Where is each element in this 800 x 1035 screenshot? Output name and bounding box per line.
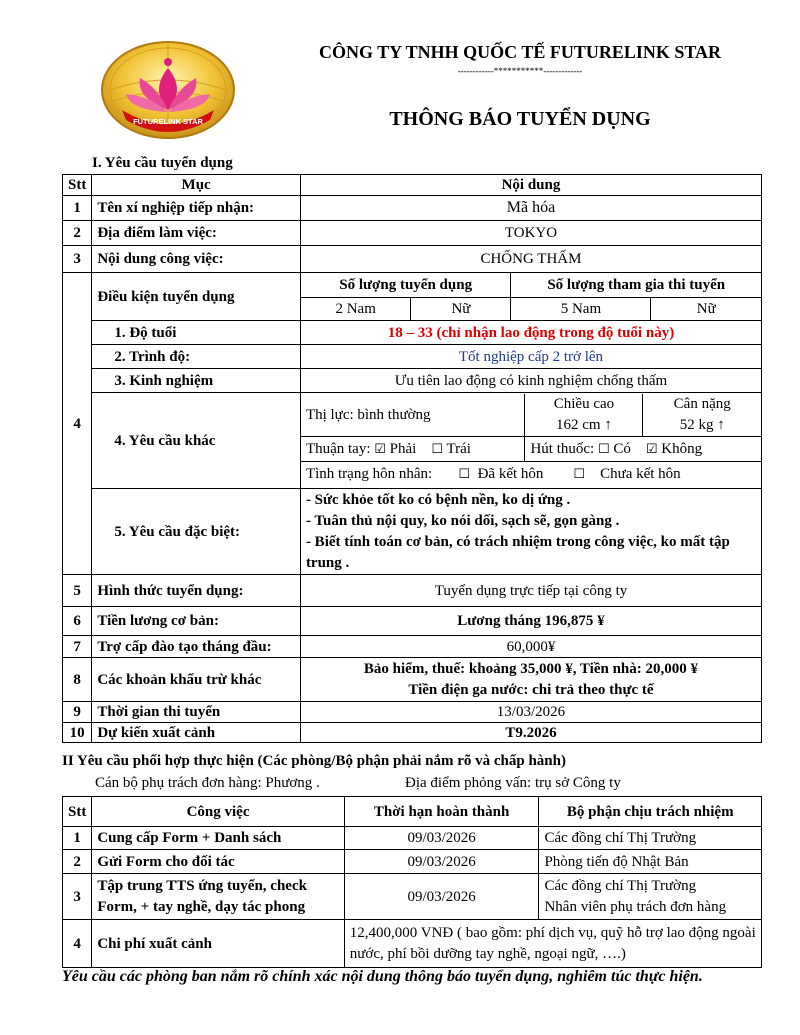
order-officer: Cán bộ phụ trách đơn hàng: Phương . — [95, 775, 320, 791]
row1-stt: 1 — [63, 196, 92, 221]
logo-text: FUTURELINK STAR — [133, 117, 203, 126]
marital-label: Tình trạng hôn nhân: — [305, 466, 433, 482]
checked-box-icon: ☑ — [374, 441, 386, 457]
checked-box-icon: ☑ — [645, 441, 658, 457]
hand-left: Trái — [446, 440, 471, 457]
table-row — [63, 827, 762, 850]
requirements-table — [62, 174, 762, 743]
task-dept: Các đồng chí Thị Trường — [544, 877, 697, 894]
unchecked-box-icon: ☐ — [458, 467, 471, 482]
height-value: 162 cm ↑ — [556, 417, 612, 434]
slt-head: Số lượng tuyển dụng — [301, 273, 511, 297]
col2-job: Công việc — [92, 797, 344, 827]
row3-value: CHỐNG THẤM — [300, 246, 761, 273]
smoking — [525, 437, 761, 462]
coordination-table — [62, 796, 762, 968]
vision: Thị lực: bình thường — [301, 394, 525, 437]
row7-stt: 7 — [63, 636, 92, 658]
single: Chưa kết hôn — [600, 466, 681, 482]
company-logo — [100, 40, 236, 140]
sltg-nu: Nữ — [651, 297, 761, 320]
row1-label: Tên xí nghiệp tiếp nhận: — [92, 196, 301, 221]
row9-stt: 9 — [63, 702, 92, 723]
section1-heading: I. Yêu cầu tuyển dụng — [92, 155, 233, 171]
edu-value: Tốt nghiệp cấp 2 trở lên — [300, 345, 761, 369]
task-dept: Các đồng chí Thị Trường — [539, 827, 762, 850]
sltg-head: Số lượng tham gia thi tuyển — [511, 273, 761, 297]
document-title: THÔNG BÁO TUYỂN DỤNG — [389, 108, 651, 130]
col2-dept: Bộ phận chịu trách nhiệm — [539, 797, 762, 827]
married: Đã kết hôn — [477, 466, 544, 482]
row4-stt: 4 — [63, 273, 92, 575]
special-label: 5. Yêu cầu đặc biệt: — [92, 489, 301, 575]
task-stt: 2 — [63, 850, 92, 874]
exp-label: 3. Kinh nghiệm — [92, 369, 301, 393]
slt-nam: 2 Nam — [301, 297, 411, 320]
row8-value1: Bảo hiểm, thuế: khoảng 35,000 ¥, Tiền nhà: 20,000 ¥ — [363, 660, 699, 677]
col2-deadline: Thời hạn hoàn thành — [344, 797, 539, 827]
smoke-no: Không — [661, 440, 703, 457]
task-deadline: 09/03/2026 — [344, 850, 539, 874]
row1-value: Mã hóa — [300, 196, 761, 221]
task-deadline: 09/03/2026 — [344, 827, 539, 850]
section2-heading: II Yêu cầu phối hợp thực hiện (Các phòng/Bộ phận phải nắm rõ và chấp hành) — [62, 753, 566, 769]
marital-status — [301, 462, 761, 487]
row8-stt: 8 — [63, 658, 92, 702]
row7-label: Trợ cấp đào tạo tháng đầu: — [92, 636, 301, 658]
row4-label: Điều kiện tuyển dụng — [92, 273, 301, 321]
row6-value: Lương tháng 196,875 ¥ — [300, 607, 761, 636]
special-3: - Biết tính toán cơ bản, có trách nhiệm trong công việc, ko mất tập trung . — [305, 533, 730, 571]
task-job: Tập trung TTS ứng tuyển, check Form, + tay nghề, dạy tác phong — [92, 874, 344, 920]
unchecked-box-icon: ☐ — [597, 441, 610, 457]
col-muc: Mục — [92, 175, 301, 196]
task-stt: 3 — [63, 874, 92, 920]
separator: ------------***********------------- — [457, 66, 583, 76]
task-dept-2: Nhân viên phụ trách đơn hàng — [544, 898, 727, 915]
row7-value: 60,000¥ — [300, 636, 761, 658]
unchecked-box-icon: ☐ — [431, 441, 443, 457]
table-row — [63, 920, 762, 968]
age-value: 18 – 33 (chỉ nhận lao động trong độ tuổi này) — [300, 321, 761, 345]
smoke-label: Hút thuốc: — [530, 440, 595, 457]
row8-label: Các khoản khấu trừ khác — [92, 658, 301, 702]
row8-value2: Tiền điện ga nước: chi trả theo thực tế — [408, 681, 654, 698]
table-row — [63, 874, 762, 920]
table-row — [63, 850, 762, 874]
task-stt: 1 — [63, 827, 92, 850]
hand-right: Phải — [389, 440, 417, 457]
task-deadline: 09/03/2026 — [344, 874, 539, 920]
task-job: Gửi Form cho đối tác — [92, 850, 344, 874]
row10-label: Dự kiến xuất cảnh — [92, 723, 301, 743]
row9-value: 13/03/2026 — [300, 702, 761, 723]
row6-stt: 6 — [63, 607, 92, 636]
age-label: 1. Độ tuổi — [92, 321, 301, 345]
task-stt: 4 — [63, 920, 92, 968]
edu-label: 2. Trình độ: — [92, 345, 301, 369]
other-label: 4. Yêu cầu khác — [92, 393, 301, 489]
handedness — [301, 437, 525, 462]
row10-stt: 10 — [63, 723, 92, 743]
row6-label: Tiền lương cơ bản: — [92, 607, 301, 636]
row2-value: TOKYO — [300, 221, 761, 246]
height-label: Chiều cao — [553, 396, 615, 413]
task-dept: Phòng tiến độ Nhật Bản — [539, 850, 762, 874]
hand-label: Thuận tay: — [305, 440, 371, 457]
row5-value: Tuyển dụng trực tiếp tại công ty — [300, 575, 761, 607]
exp-value: Ưu tiên lao động có kinh nghiệm chống thấm — [300, 369, 761, 393]
row10-value: T9.2026 — [300, 723, 761, 743]
interview-location: Địa điểm phỏng vấn: trụ sở Công ty — [405, 775, 621, 791]
smoke-yes: Có — [613, 440, 631, 457]
row5-stt: 5 — [63, 575, 92, 607]
col-noidung: Nội dung — [300, 175, 761, 196]
special-2: - Tuân thủ nội quy, ko nói dối, sạch sẽ, gọn gàng . — [305, 512, 620, 529]
row2-label: Địa điểm làm việc: — [92, 221, 301, 246]
special-1: - Sức khỏe tốt ko có bệnh nền, ko dị ứng . — [305, 491, 571, 508]
company-name: CÔNG TY TNHH QUỐC TẾ FUTURELINK STAR — [318, 42, 722, 62]
row5-label: Hình thức tuyển dụng: — [92, 575, 301, 607]
slt-nu: Nữ — [411, 297, 511, 320]
task-job: Chi phí xuất cảnh — [92, 920, 344, 968]
task-job: Cung cấp Form + Danh sách — [92, 827, 344, 850]
sltg-nam: 5 Nam — [511, 297, 651, 320]
weight-value: 52 kg ↑ — [679, 417, 725, 434]
weight-label: Cân nặng — [673, 396, 731, 413]
col-stt: Stt — [63, 175, 92, 196]
col2-stt: Stt — [63, 797, 92, 827]
export-cost: 12,400,000 VNĐ ( bao gồm: phí dịch vụ, quỹ hỗ trợ lao động ngoài nước, phí bồi dưỡng tay nghề, ngoại ngữ, ….) — [344, 920, 761, 968]
footer-note: Yêu cầu các phòng ban nắm rõ chính xác nội dung thông báo tuyển dụng, nghiêm túc thực hiện. — [62, 968, 703, 985]
row3-stt: 3 — [63, 246, 92, 273]
row9-label: Thời gian thi tuyển — [92, 702, 301, 723]
row2-stt: 2 — [63, 221, 92, 246]
row3-label: Nội dung công việc: — [92, 246, 301, 273]
unchecked-box-icon: ☐ — [573, 467, 586, 482]
